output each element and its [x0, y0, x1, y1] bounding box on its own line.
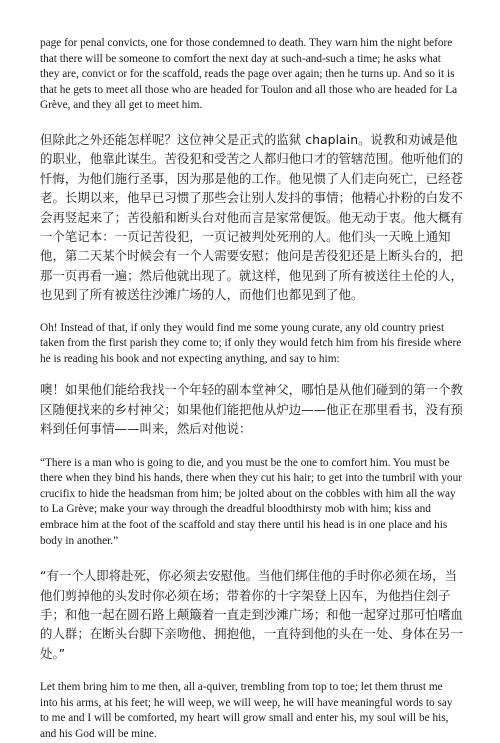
paragraph-chinese-2: 噢！如果他们能给我找一个年轻的副本堂神父，哪怕是从他们碰到的第一个教区随便找来的乡村神父；如果他们能把他从炉边——他正在那里看书，没有预料到任何事情——叫来，然后对他说：	[40, 382, 463, 437]
paragraph-english-1: page for penal convicts, one for those condemned to death. They warn him the night before that there will be someone to comfort the next day at such-and-such a time; he asks what they are, convict or for the scaffold, reads the page over again; then he turns up. And so it is that he gets to meet all those who are headed for Toulon and all those who are headed for La Grève, and they all get to meet him.	[40, 37, 458, 112]
paragraph-english-3: “There is a man who is going to die, and you must be the one to comfort him. You must be there when they bind his hands, there when they cut his hair; to get into the tumbril with your crucifix to hide the headsman from him; be jolted about on the cobbles with him all the way to La Grève; make your way through the dreadful bloodthirsty mob with him; kiss and embrace him at the foot of the scaffold and stay there until his head is in one place and his body in another.”	[40, 456, 462, 547]
paragraph-english-2: Oh! Instead of that, if only they would find me some young curate, any old country priest taken from the first parish they come to; if only they would fetch him from his fireside where he is reading his book and not expecting anything, and say to him:	[40, 321, 462, 365]
document-page	[40, 36, 463, 743]
paragraph-chinese-3: “有一个人即将赴死，你必须去安慰他。当他们绑住他的手时你必须在场，当他们剪掉他的头发时你必须在场；带着你的十字架登上囚车，为他挡住刽子手；和他一起在圆石路上颠簸着一直走到沙滩广场；和他一起穿过那可怕嗜血的人群；在断头台脚下亲吻他、拥抱他，一直待到他的头在一处、身体在另一处。”	[40, 568, 463, 661]
paragraph-english-4: Let them bring him to me then, all a-quiver, trembling from top to toe; let them thrust me into his arms, at his feet; he will weep, we will weep, he will have meaningful words to say to me and I will be comforted, my heart will grow small and enter his, my soul will be his, and his God will be mine.	[40, 681, 453, 740]
paragraph-chinese-1: 但除此之外还能怎样呢？这位神父是正式的监狱 chaplain。说教和劝诫是他的职业，他靠此谋生。苦役犯和受苦之人都归他口才的管辖范围。他听他们的忏悔，为他们施行圣事，因为那是他的工作。他见惯了人们走向死亡，已经苍老。长期以来，他早已习惯了那些会让别人发抖的事情；他精心扑粉的白发不会再竖起来了；苦役船和断头台对他而言是家常便饭。他无动于衷。他大概有一个笔记本：一页记苦役犯，一页记被判处死刑的人。他们头一天晚上通知他，第二天某个时候会有一个人需要安慰；他问是苦役犯还是上断头台的，把那一页再看一遍；然后他就出现了。就这样，他见到了所有被送往土伦的人，也见到了所有被送往沙滩广场的人，而他们也都见到了他。	[40, 131, 463, 303]
